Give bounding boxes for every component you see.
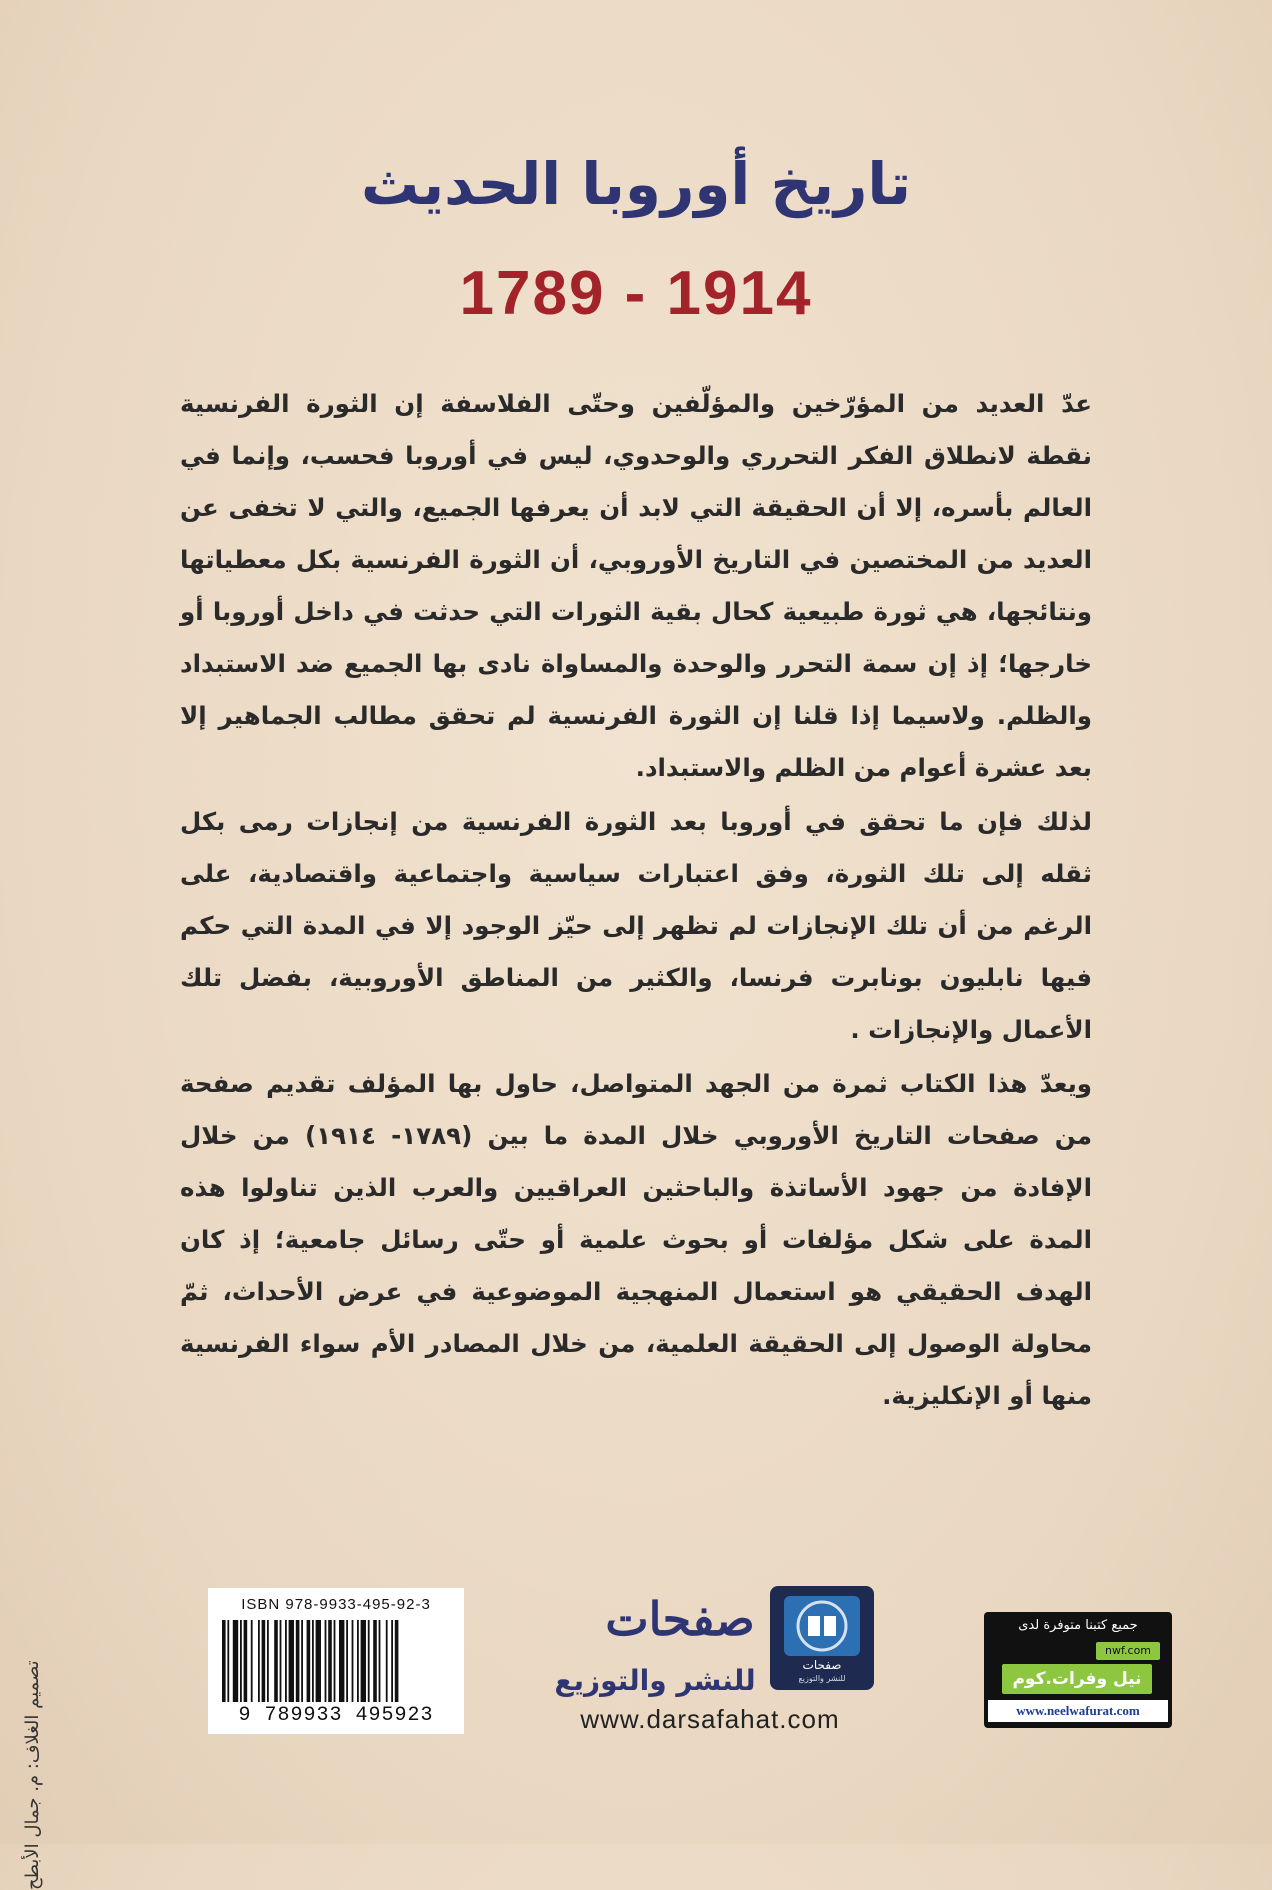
blurb bbox=[180, 378, 1092, 1424]
publisher-tagline: للنشر والتوزيع bbox=[554, 1664, 756, 1697]
book-icon bbox=[784, 1596, 860, 1656]
book-title: تاريخ أوروبا الحديث bbox=[361, 150, 911, 218]
retailer-short: nwf.com bbox=[1096, 1642, 1160, 1660]
book-years: 1789 - 1914 bbox=[459, 259, 813, 328]
retailer-badge bbox=[984, 1612, 1172, 1728]
retailer-url: www.neelwafurat.com bbox=[988, 1700, 1168, 1722]
cover-design-credit: تصميم الغلاف: م. جمال الأبطح bbox=[22, 1660, 43, 1890]
publisher-logo-sub: للنشر والتوزيع bbox=[798, 1674, 846, 1683]
blurb-paragraph-2: لذلك فإن ما تحقق في أوروبا بعد الثورة الفرنسية من إنجازات رمى بكل ثقله إلى تلك الثورة، وفق اعتبارات سياسية واجتماعية واقتصادية، على الرغم من أن تلك الإنجازات لم تظهر إلى حيّز الوجود إلا في المدة التي حكم فيها نابليون بونابرت فرنسا، والكثير من المناطق الأوروبية، بفضل تلك الأعمال والإنجازات . bbox=[180, 807, 1092, 1044]
isbn-barcode bbox=[208, 1588, 464, 1734]
publisher-url: www.darsafahat.com bbox=[580, 1704, 840, 1734]
barcode-bars bbox=[222, 1620, 450, 1702]
blurb-paragraph-3: ويعدّ هذا الكتاب ثمرة من الجهد المتواصل، حاول بها المؤلف تقديم صفحة من صفحات التاريخ الأوروبي خلال المدة ما بين (١٧٨٩- ١٩١٤) من خلال الإفادة من جهود الأساتذة والباحثين العراقيين والعرب الذين تناولوا هذه المدة على شكل مؤلفات أو بحوث علمية أو حتّى رسائل جامعية؛ إذ كان الهدف الحقيقي هو استعمال المنهجية الموضوعية في عرض الأحداث، ثمّ محاولة الوصول إلى الحقيقة العلمية، من خلال المصادر الأم سواء الفرنسية منها أو الإنكليزية. bbox=[180, 1069, 1092, 1410]
publisher-logo bbox=[770, 1586, 874, 1690]
retailer-logo: نيل وفرات.كوم bbox=[1002, 1664, 1152, 1694]
retailer-availability: جميع كتبنا متوفرة لدى bbox=[1018, 1618, 1138, 1633]
isbn-label: ISBN 978-9933-495-92-3 bbox=[241, 1596, 431, 1613]
blurb-paragraph-1: عدّ العديد من المؤرّخين والمؤلّفين وحتّى الفلاسفة إن الثورة الفرنسية نقطة لانطلاق الفكر التحرري والوحدوي، ليس في أوروبا فحسب، وإنما في العالم بأسره، إلا أن الحقيقة التي لابد أن يعرفها الجميع، والتي لا تخفى عن العديد من المختصين في التاريخ الأوروبي، أن الثورة الفرنسية بكل معطياتها ونتائجها، هي ثورة طبيعية كحال بقية الثورات التي حدثت في داخل أوروبا أو خارجها؛ إذ إن سمة التحرر والوحدة والمساواة نادى بها الجميع ضد الاستبداد والظلم. ولاسيما إذا قلنا إن الثورة الفرنسية لم تحقق مطالب الجماهير إلا بعد عشرة أعوام من الظلم والاستبداد. bbox=[180, 389, 1092, 782]
barcode-digits: 9 789933 495923 bbox=[238, 1704, 434, 1727]
publisher-name: صفحات bbox=[605, 1592, 755, 1646]
publisher-logo-label: صفحات bbox=[802, 1658, 842, 1672]
